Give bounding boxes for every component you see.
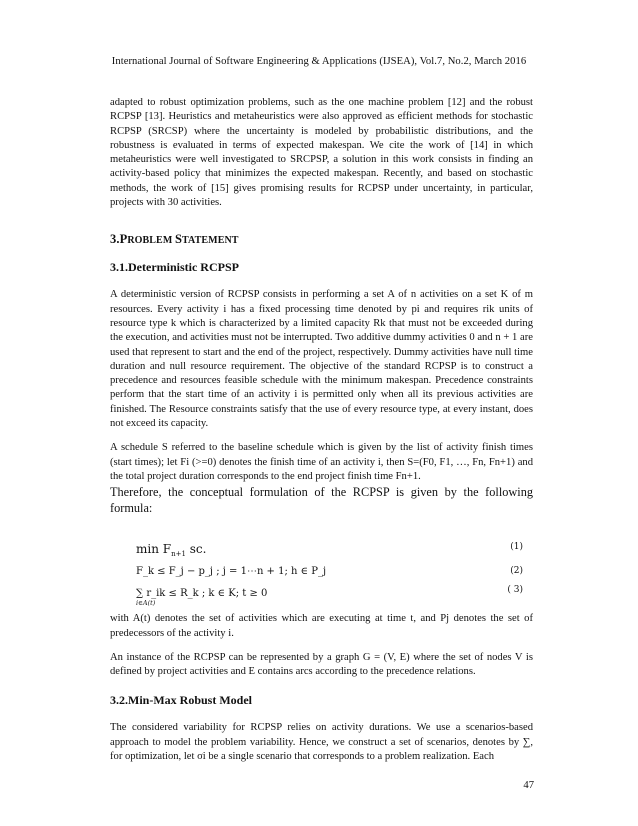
paragraph-deterministic-def: A deterministic version of RCPSP consists in performing a set A of n activities on a set K of m resources. Every activity i has a fixed processing time denoted by pi and requires rik units of resource type k which is characterized by a limited capacity Rk that must not be exceeded during the execution, and activities must not be interrupted. Two additive dummy activities 0 and n + 1 are used that represent to start and the end of the project, respectively. Dummy activities have null time duration and null resource requirement. The objective of the standard RCPSP is to construct a precedence and resources feasible schedule with the minimum makespan. Precedence constraints perform that the start time of an activity i is permitted only when all its previous activities are finished. The Resource constraints satisfy that the use of every resource type, at every instant, does not exceed its capacity. — [110, 289, 533, 430]
paragraph-graph: An instance of the RCPSP can be represented by a graph G = (V, E) where the set of nodes V is defined by project activities and E contains arcs according to the precedence relations. — [110, 651, 533, 678]
equation-3: ∑ r_ik ≤ R_k ; k ∈ K; t ≥ 0 — [136, 588, 268, 600]
subsection-heading-minmax: 3.2.Min-Max Robust Model — [110, 693, 252, 708]
equation-3-underscript: i∈A(t) — [136, 599, 156, 608]
section-heading-rest1: ROBLEM — [127, 235, 175, 247]
section-heading-problem-statement — [110, 232, 533, 247]
paragraph-variability: The considered variability for RCPSP relies on activity durations. We use a scenarios-based approach to model the problem variability. Hence, we construct a set of scenarios, denotes by ∑, for optimization, let σi be a single scenario that corresponds to a problem realization. Each — [110, 722, 533, 763]
section-heading-num: 3.P — [110, 232, 128, 247]
subsection-heading-deterministic: 3.1.Deterministic RCPSP — [110, 260, 239, 275]
equation-2-number: (2) — [510, 566, 523, 577]
equation-1-number: (1) — [510, 542, 523, 553]
paragraph-intro: adapted to robust optimization problems, such as the one machine problem [12] and the robust RCPSP [13]. Heuristics and metaheuristics were also approved as efficient methods for stochastic RCPSP (SRCSP) where the uncertainty is modeled by probabilistic distributions, and the robustness is evaluated in terms of expected makespan. We cite the work of [14] in which metaheuristics were well investigated to SRCPSP, a solution in this work consists in finding an activity-based policy that minimizes the expected makespan. Recently, and based on stochastic methods, the work of [15] gives promising results for RCPSP under uncertainty, in particular, projects with 30 activities. — [110, 97, 533, 209]
page-number: 47 — [523, 780, 534, 791]
paragraph-schedule: A schedule S referred to the baseline schedule which is given by the list of activity finish times (start times); let Fi (>=0) denotes the finish time of an activity i, then S=(F0, F1, …, Fn, Fn+1) and the total project duration corresponds to the end project finish time Fn+1. — [110, 442, 533, 482]
section-heading-s: S — [174, 232, 183, 247]
equation-1: $\min F_{n+1}$ sc. — [136, 542, 207, 559]
equation-3-number: ( 3) — [507, 585, 523, 596]
paragraph-a-t-def: with A(t) denotes the set of activities which are executing at time t, and Pj denotes the set of predecessors of the activity i. — [110, 613, 533, 639]
paragraph-formulation-intro: Therefore, the conceptual formulation of the RCPSP is given by the following formula: — [110, 485, 533, 516]
running-header: International Journal of Software Engineering & Applications (IJSEA), Vol.7, No.2, March 2016 — [111, 56, 527, 67]
equation-2: F_k ≤ F_j − p_j ; j = 1⋯n + 1; h ∈ P_j — [136, 566, 327, 578]
equation-block — [110, 536, 533, 612]
main-body — [110, 96, 533, 764]
section-heading-rest2: TATEMENT — [182, 235, 239, 247]
